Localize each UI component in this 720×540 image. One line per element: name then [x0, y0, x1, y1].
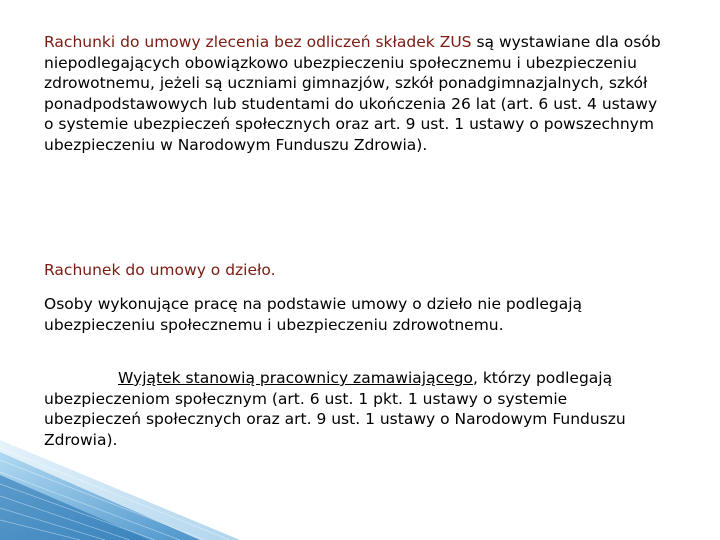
corner-decoration — [0, 440, 240, 540]
zlecenie-heading: Rachunki do umowy zlecenia bez odliczeń składek ZUS — [44, 33, 472, 51]
exception-section — [44, 368, 664, 450]
dzielo-body-section — [44, 294, 664, 335]
dzielo-section — [44, 260, 664, 281]
dzielo-heading: Rachunek do umowy o dzieło. — [44, 261, 276, 279]
dzielo-body: Osoby wykonujące pracę na podstawie umowy o dzieło nie podlegają ubezpieczeniu społecznemu i ubezpieczeniu zdrowotnemu. — [44, 295, 583, 334]
exception-paragraph — [44, 368, 664, 450]
zlecenie-section — [44, 32, 664, 155]
zlecenie-body: są wystawiane dla osób niepodlegających obowiązkowo ubezpieczeniu społecznemu i ubezpieczeniu zdrowotnemu, jeżeli są uczniami gimnazjów, szkół ponadgimnazjalnych, szkół ponadpodstawowych lub studentami do ukończenia 26 lat (art. 6 ust. 4 ustawy o systemie ubezpieczeń społecznych oraz art. 9 ust. 1 ustawy o powszechnym ubezpieczeniu w Narodowym Funduszu Zdrowia). — [44, 33, 661, 154]
exception-body: , którzy podlegają ubezpieczeniom społecznym (art. 6 ust. 1 pkt. 1 ustawy o systemie ubezpieczeń społecznych oraz art. 9 ust. 1 ustawy o Narodowym Funduszu Zdrowia). — [44, 369, 626, 449]
zlecenie-paragraph — [44, 32, 664, 155]
exception-underlined: Wyjątek stanowią pracownicy zamawiającego — [118, 369, 473, 387]
